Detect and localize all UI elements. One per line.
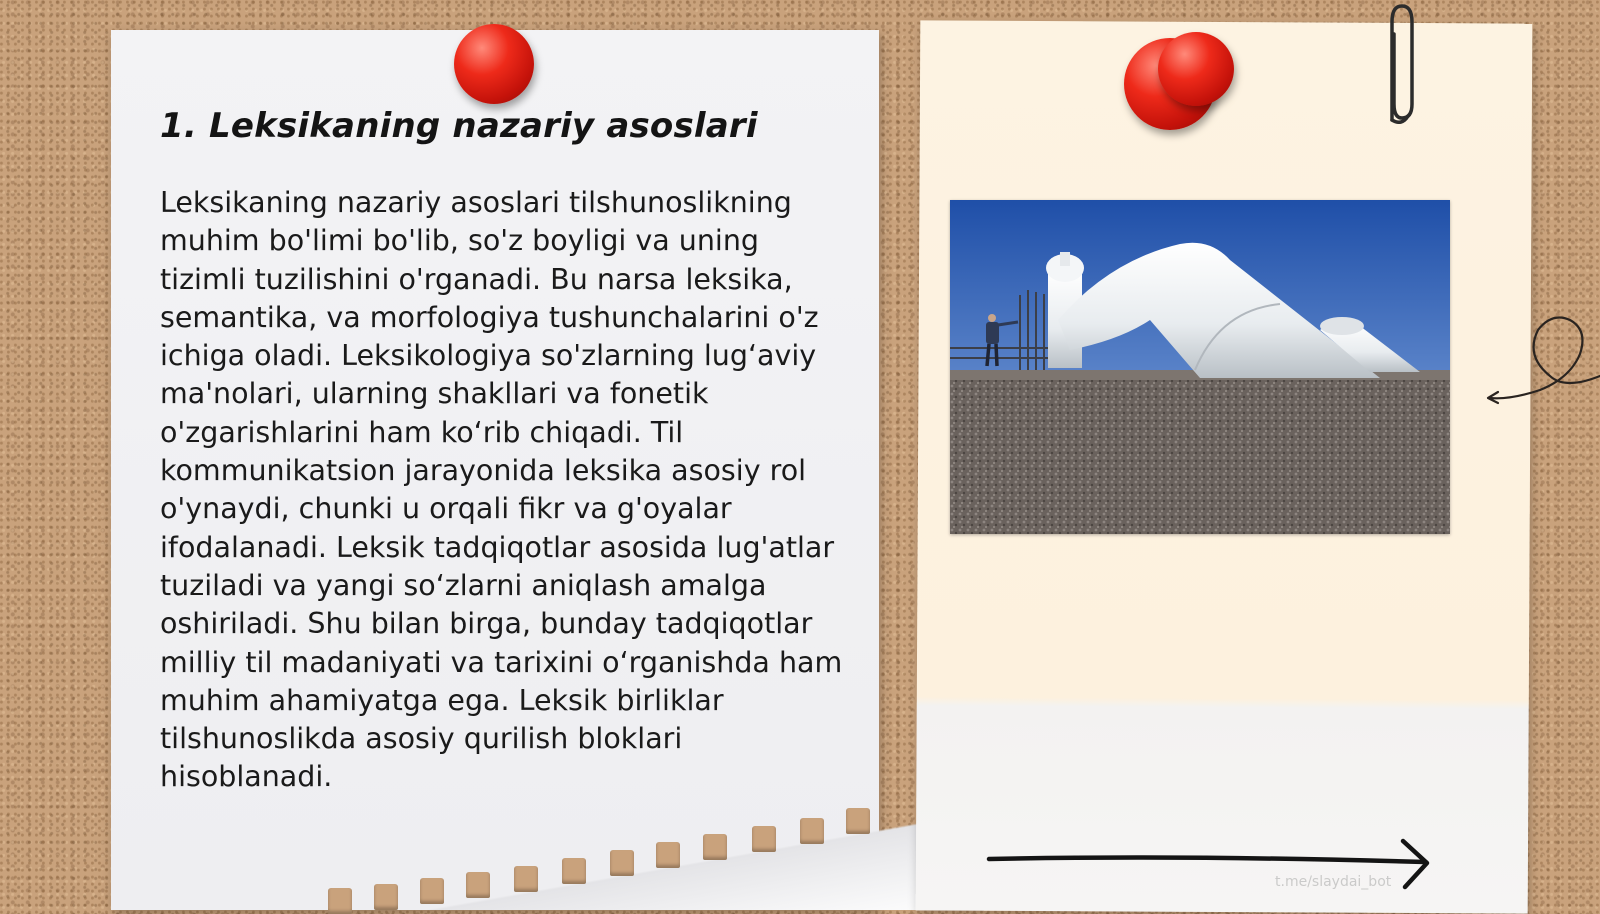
slide-title: 1. Leksikaning nazariy asoslari bbox=[160, 106, 758, 146]
pushpin-icon bbox=[454, 24, 534, 104]
swirl-arrow-icon bbox=[1480, 310, 1600, 410]
pipeline-photo bbox=[950, 200, 1450, 534]
pushpin-icon bbox=[1158, 32, 1234, 106]
torn-edge bbox=[411, 790, 991, 910]
body-paragraph: Leksikaning nazariy asoslari tilshunoslikning muhim bo'limi bo'lib, so'z boyligi va uning tizimli tuzilishini o'rganadi. Bu narsa leksika, semantika, va morfologiya tushunchalarini o'z ichiga oladi. Leksikologiya so'zlarning lug‘aviy ma'nolari, ularning shakllari va fonetik o'zgarishlarini ham ko‘rib chiqadi. Til kommunikatsion jarayonida leksika asosiy rol o'ynaydi, chunki u orqali fikr va g'oyalar ifodalanadi. Leksik tadqiqotlar asosida lug'atlar tuziladi va yangi so‘zlarni aniqlash amalga oshiriladi. Shu bilan birga, bunday tadqiqotlar milliy til madaniyati va tarixini o‘rganishda ham muhim ahamiyatga ega. Leksik birliklar tilshunoslikda asosiy qurilish bloklari hisoblanadi. bbox=[160, 186, 843, 794]
paperclip-icon bbox=[1378, 0, 1422, 128]
watermark-text: t.me/slaydai_bot bbox=[1275, 874, 1392, 890]
